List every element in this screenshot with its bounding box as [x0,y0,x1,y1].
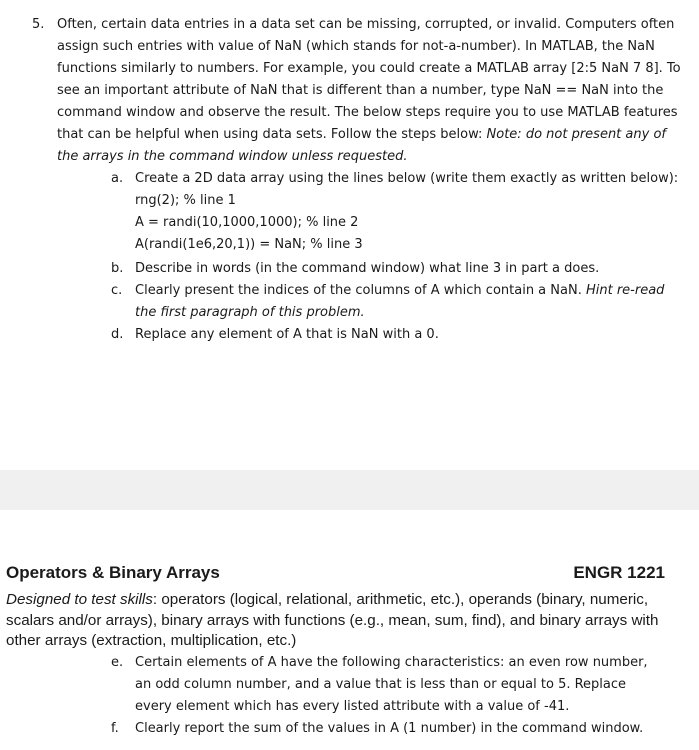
part-d-text: Replace any element of A that is NaN with a 0. [135,327,439,342]
designed-to-test-paragraph [6,590,676,652]
code-line-2: A = randi(10,1000,1000); % line 2 [135,215,359,230]
code-line-3: A(randi(1e6,20,1)) = NaN; % line 3 [135,237,363,252]
course-code: ENGR 1221 [573,563,665,582]
designed-label: Designed to test skills [6,591,153,608]
part-c-hint: Hint re-read the first paragraph of this problem. [135,283,665,320]
part-c-body [135,280,675,324]
part-f-text: Clearly report the sum of the values in A (1 number) in the command window. [135,721,644,736]
question-note: Note: do not present any of the arrays in the command window unless requested. [57,127,666,164]
question-5-body [57,14,682,168]
part-c-label: c. [111,283,123,298]
part-f-label: f. [111,721,119,736]
part-b-text: Describe in words (in the command window) what line 3 in part a does. [135,261,600,276]
part-d-label: d. [111,327,124,342]
page-gap [0,470,699,510]
section-title: Operators & Binary Arrays [6,563,220,582]
designed-text: : operators (logical, relational, arithmetic, etc.), operands (binary, numeric, scalars and/or arrays), binary arrays with functions (e.g., mean, sum, find), and binary arrays with other arrays (extraction, multiplication, etc.) [6,591,659,649]
part-a-text: Create a 2D data array using the lines below (write them exactly as written below): [135,171,679,186]
part-a-label: a. [111,171,124,186]
part-e-label: e. [111,655,124,670]
question-number: 5. [32,17,45,32]
part-e-text: Certain elements of A have the following characteristics: an even row number, an odd column number, and a value that is less than or equal to 5. Replace every element which has every listed attribute with a value of -41. [135,655,648,714]
question-intro: Often, certain data entries in a data set can be missing, corrupted, or invalid. Computers often assign such entries with value of NaN (which stands for not-a-number). In MATLAB, the NaN functions similarly to numbers. For example, you could create a MATLAB array [2:5 NaN 7 8]. To see an important attribute of NaN that is different than a number, type NaN == NaN into the command window and observe the result. The below steps require you to use MATLAB features that can be helpful when using data sets. Follow the steps below: [57,17,681,142]
code-line-1: rng(2); % line 1 [135,193,236,208]
document-page-2 [0,510,699,750]
part-b-label: b. [111,261,124,276]
part-c-text: Clearly present the indices of the columns of A which contain a NaN. [135,283,582,298]
